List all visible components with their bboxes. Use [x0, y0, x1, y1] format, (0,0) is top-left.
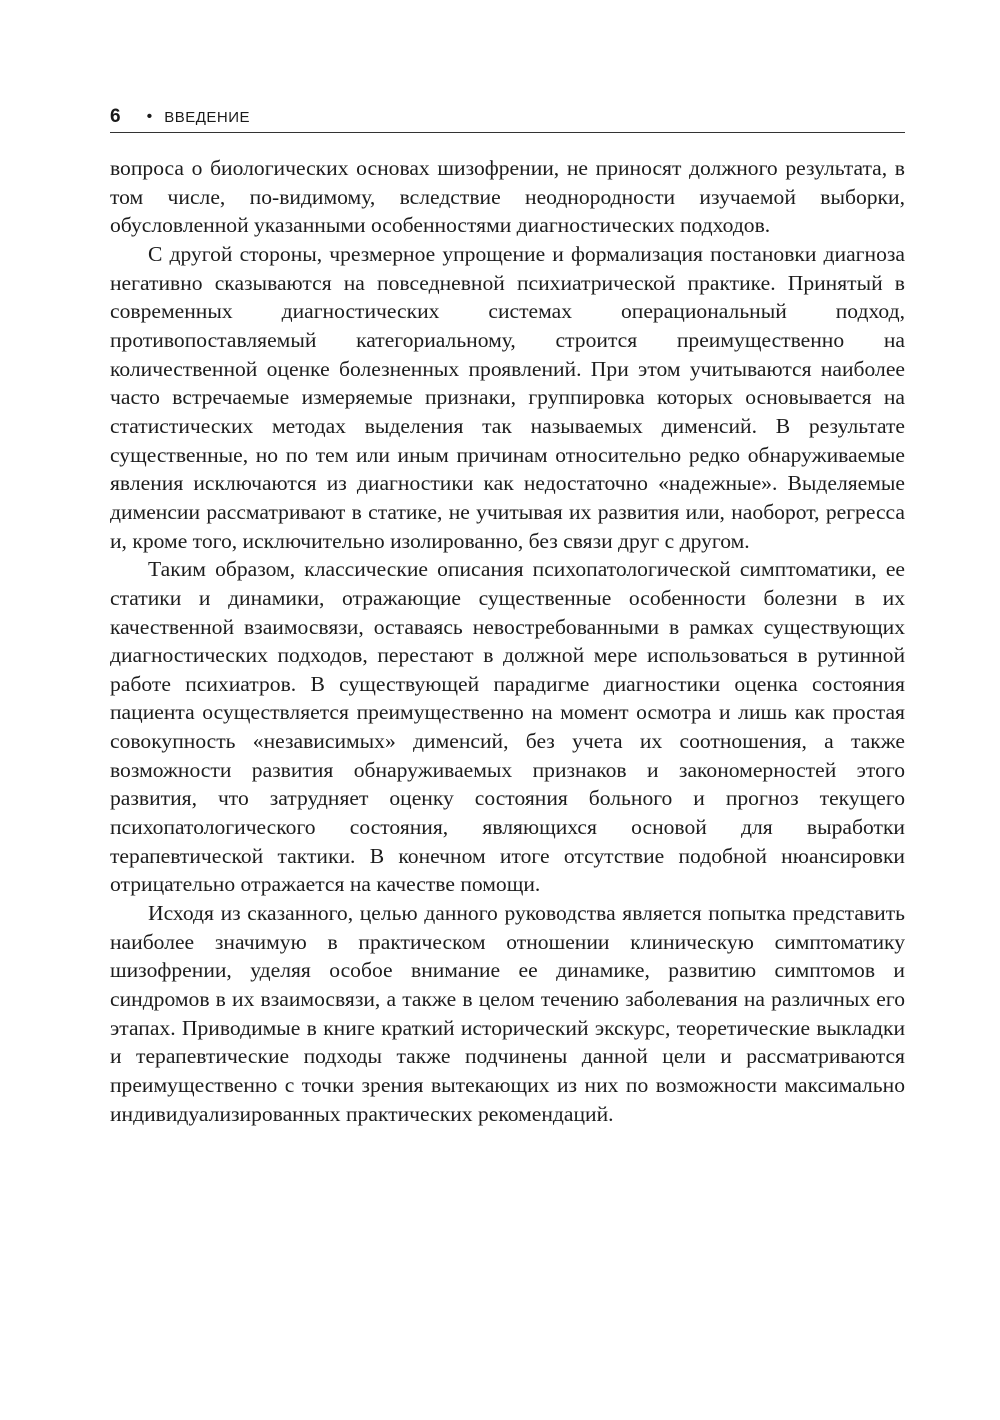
paragraph-continued: вопроса о биологических основах шизофрении, не приносят должного результата, в том числе, по-видимому, вследствие неоднородности изучаемой выборки, обусловленной указанными особенностями диагностических подходов. [110, 156, 905, 238]
section-title: ВВЕДЕНИЕ [164, 108, 250, 126]
paragraph: С другой стороны, чрезмерное упрощение и формализация постановки диагноза негативно сказываются на повседневной психиатрической практике. Принятый в современных диагностических системах операциональный подход, противопоставляемый категориальному, строится преимущественно на количественной оценке болезненных проявлений. При этом учитываются наиболее часто встречаемые измеряемые признаки, группировка которых основывается на статистических методах выделения так называемых дименсий. В результате существенные, но по тем или иным причинам относительно редко обнаруживаемые явления исключаются из диагностики как недостаточно «надежные». Выделяемые дименсии рассматривают в статике, не учитывая их развития или, наоборот, регресса и, кроме того, исключительно изолированно, без связи друг с другом. [110, 241, 905, 553]
bullet-separator: • [146, 108, 153, 125]
body-text [110, 154, 905, 1128]
page-number: 6 [110, 106, 121, 127]
running-head [110, 104, 905, 130]
paragraph: Исходя из сказанного, целью данного руководства является попытка представить наиболее значимую в практическом отношении клиническую симптоматику шизофрении, уделяя особое внимание ее динамике, развитию симптомов и синдромов в их взаимосвязи, а также в целом течению заболевания на различных его этапах. Приводимые в книге краткий исторический экскурс, теоретические выкладки и терапевтические подходы также подчинены данной цели и рассматриваются преимущественно с точки зрения вытекающих из них по возможности максимально индивидуализированных практических рекомендаций. [110, 901, 905, 1126]
paragraph: Таким образом, классические описания психопатологической симптоматики, ее статики и динамики, отражающие существенные особенности болезни в их качественной взаимосвязи, оставаясь невостребованными в рамках существующих диагностических подходов, перестают в должной мере использоваться в рутинной работе психиатров. В существующей парадигме диагностики оценка состояния пациента осуществляется преимущественно на момент осмотра и лишь как простая совокупность «независимых» дименсий, без учета их соотношения, а также возможности развития обнаруживаемых признаков и закономерностей этого развития, что затрудняет оценку состояния больного и прогноз текущего психопатологического состояния, являющихся основой для выработки терапевтической тактики. В конечном итоге отсутствие подобной нюансировки отрицательно отражается на качестве помощи. [110, 557, 905, 897]
header-rule [110, 132, 905, 133]
